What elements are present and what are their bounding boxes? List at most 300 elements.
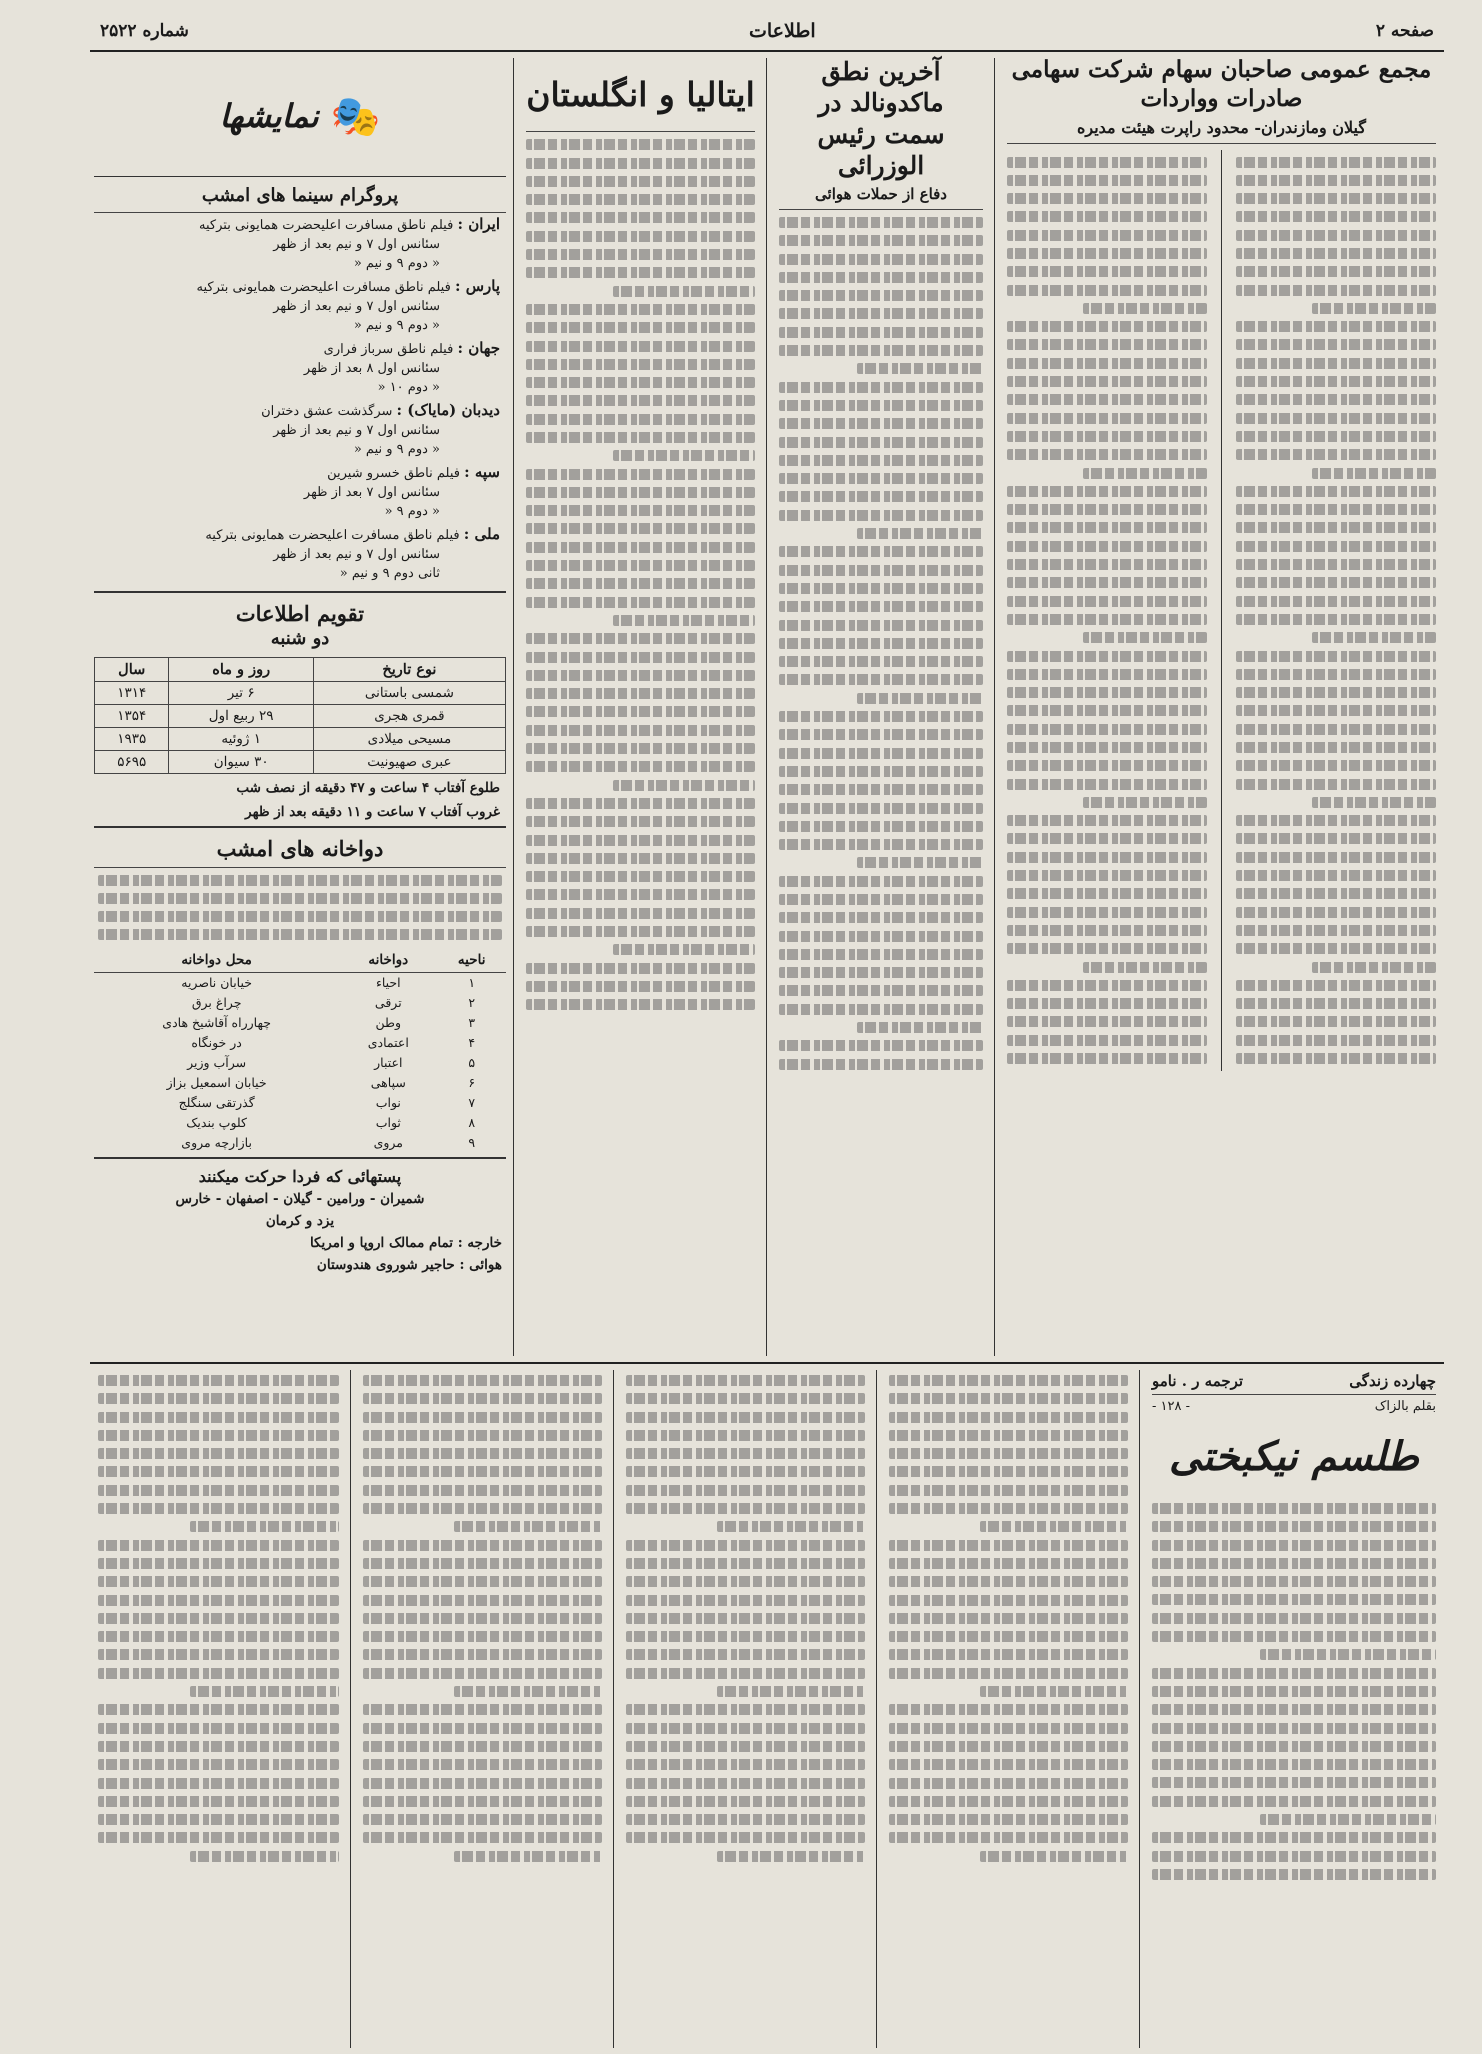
cinema-show-2: « دوم ۹ و نیم « (353, 318, 440, 333)
text-line (779, 985, 983, 996)
pharmacy-cell: ثواب (375, 1115, 401, 1131)
text-line (1236, 157, 1436, 168)
article-shareholders-subtitle: گیلان ومازندران- محدود راپرت هیئت مدیره (1007, 114, 1436, 144)
text-line (98, 1668, 339, 1679)
text-line (363, 1814, 602, 1825)
text-line (779, 601, 983, 612)
article-italy-england (518, 52, 763, 1362)
text-line (779, 565, 983, 576)
text-line (1260, 1814, 1436, 1825)
cinema-name: ملی : (463, 525, 500, 543)
text-line (1236, 705, 1436, 716)
text-line (363, 1393, 602, 1404)
post-domestic: شمیران - ورامین - گیلان - اصفهان - خارس (175, 1190, 425, 1207)
text-line (1007, 998, 1207, 1009)
text-line (190, 1686, 339, 1697)
text-line (626, 1448, 865, 1459)
text-line (98, 875, 502, 886)
serial-number: - ۱۲۸ - (1152, 1399, 1191, 1414)
pharmacy-row (94, 993, 506, 1013)
text-line (1236, 687, 1436, 698)
pharmacy-cell: وطن (375, 1015, 402, 1031)
text-line (1007, 925, 1207, 936)
text-line (626, 1704, 865, 1715)
text-line (1007, 431, 1207, 442)
pharmacy-cell: ۳ (468, 1015, 476, 1031)
pharmacy-row (94, 972, 506, 993)
text-line (1007, 541, 1207, 552)
cinema-film: فیلم ناطق سرباز فراری (323, 342, 454, 357)
pharmacy-cell: سپاهی (370, 1075, 406, 1091)
text-line (1312, 468, 1436, 479)
pharmacy-row (94, 1093, 506, 1113)
text-line (1236, 431, 1436, 442)
post-domestic-2: یزد و کرمان (265, 1212, 335, 1229)
text-line (889, 1485, 1128, 1496)
text-line (363, 1631, 602, 1642)
shows-logo (94, 56, 506, 177)
text-line (363, 1485, 602, 1496)
text-line (857, 363, 983, 374)
text-line (1007, 687, 1207, 698)
pharmacy-cell: ۸ (468, 1115, 476, 1131)
text-line (98, 1613, 339, 1624)
shows-logo-text: نمایشها (219, 97, 319, 135)
text-line (363, 1649, 602, 1660)
text-line (1236, 211, 1436, 222)
pharmacy-title: دواخانه های امشب (94, 828, 506, 868)
text-line (98, 1558, 339, 1569)
text-line (779, 290, 983, 301)
text-line (626, 1778, 865, 1789)
text-line (1152, 1540, 1436, 1551)
pharmacy-cell: در خونگاه (191, 1035, 242, 1051)
text-line (526, 597, 755, 608)
post-foreign: خارجه : تمام ممالک اروپا و امریکا (309, 1234, 502, 1251)
text-line (1236, 522, 1436, 533)
text-line (613, 286, 755, 297)
text-line (1007, 266, 1207, 277)
text-line (363, 1412, 602, 1423)
cinema-film: فیلم ناطق مسافرت اعلیحضرت همایونی بترکیه (199, 218, 454, 233)
cinema-show-1: سئانس اول ۷ و نیم بعد از ظهر (273, 237, 440, 252)
text-line (1236, 852, 1436, 863)
text-line (857, 528, 983, 539)
text-line (98, 1723, 339, 1734)
text-line (779, 1004, 983, 1015)
text-line (889, 1393, 1128, 1404)
text-line (779, 382, 983, 393)
pharmacy-cell: چهارراه آقاشیخ هادی (162, 1015, 271, 1031)
article-shareholders-title: مجمع عمومی صاحبان سهام شرکت سهامی صادرات وواردات (1011, 56, 1432, 112)
cinema-film: فیلم ناطق خسرو شیرین (327, 466, 460, 481)
text-line (526, 231, 755, 242)
text-line (857, 857, 983, 868)
calendar-cell: مسیحی میلادی (313, 727, 505, 750)
text-line (1236, 248, 1436, 259)
text-line (98, 929, 502, 940)
text-line (1236, 651, 1436, 662)
text-line (626, 1796, 865, 1807)
cinema-show-1: سئانس اول ۷ و نیم بعد از ظهر (273, 423, 440, 438)
text-line (98, 1375, 339, 1386)
text-line (1236, 907, 1436, 918)
masthead (90, 18, 1444, 52)
text-line (526, 578, 755, 589)
text-line (1007, 596, 1207, 607)
text-line (1236, 321, 1436, 332)
text-line (363, 1448, 602, 1459)
text-line (98, 1393, 339, 1404)
text-line (889, 1448, 1128, 1459)
text-line (779, 729, 983, 740)
pharmacy-header: دواخانه (339, 948, 437, 973)
text-line (1152, 1668, 1436, 1679)
text-line (626, 1741, 865, 1752)
text-line (98, 911, 502, 922)
text-line (526, 341, 755, 352)
cinema-name: پارس : (454, 277, 500, 295)
text-line (1007, 358, 1207, 369)
pharmacy-cell: ۴ (468, 1035, 476, 1051)
sunset-time: غروب آفتاب ۷ ساعت و ۱۱ دقیقه بعد از ظهر (94, 802, 506, 828)
text-line (980, 1521, 1128, 1532)
serial-label: چهارده زندگی (1349, 1372, 1436, 1390)
text-line (779, 620, 983, 631)
text-line (526, 761, 755, 772)
pharmacy-cell: کلوپ بندیک (186, 1115, 247, 1131)
text-line (779, 766, 983, 777)
text-line (779, 418, 983, 429)
text-line (1152, 1521, 1436, 1532)
pharmacy-cell: بازارچه مروی (181, 1135, 252, 1151)
text-line (1236, 724, 1436, 735)
film-reel-icon: 🎭 (330, 93, 381, 140)
text-line (1007, 907, 1207, 918)
text-line (1083, 468, 1207, 479)
text-line (1236, 486, 1436, 497)
text-line (779, 1040, 983, 1051)
cinema-film: فیلم ناطق مسافرت اعلیحضرت همایونی بترکیه (205, 528, 460, 543)
text-line (190, 1851, 339, 1862)
pharmacy-row (94, 1113, 506, 1133)
text-line (98, 1503, 339, 1514)
text-line (779, 327, 983, 338)
text-line (363, 1796, 602, 1807)
calendar-cell: شمسی باستانی (313, 681, 505, 704)
text-line (526, 359, 755, 370)
paper-name: اطلاعات (748, 20, 816, 42)
cinema-list (94, 213, 506, 585)
text-line (779, 711, 983, 722)
cinema-entry (94, 399, 506, 461)
text-line (526, 871, 755, 882)
text-line (1007, 943, 1207, 954)
text-line (363, 1503, 602, 1514)
text-line (526, 652, 755, 663)
text-line (1236, 1016, 1436, 1027)
cinema-show-1: سئانس اول ۷ بعد از ظهر (303, 485, 440, 500)
text-line (1007, 760, 1207, 771)
serial-author: بقلم بالزاک (1374, 1399, 1436, 1414)
pharmacy-cell: ترقی (374, 995, 402, 1011)
pharmacy-cell: ۹ (468, 1135, 476, 1151)
text-line (363, 1595, 602, 1606)
text-line (889, 1595, 1128, 1606)
text-line (889, 1613, 1128, 1624)
calendar-day: دو شنبه (270, 628, 330, 649)
text-line (889, 1723, 1128, 1734)
calendar-cell: ۱۳۱۴ (95, 681, 169, 704)
text-line (1152, 1558, 1436, 1569)
text-line (526, 816, 755, 827)
text-line (526, 158, 755, 169)
calendar-table (94, 657, 506, 774)
text-line (857, 1022, 983, 1033)
pharmacy-cell: گذرتقی سنگلج (178, 1095, 255, 1111)
calendar-row (95, 704, 506, 727)
text-line (889, 1558, 1128, 1569)
text-line (1007, 559, 1207, 570)
text-line (717, 1686, 865, 1697)
text-line (779, 638, 983, 649)
calendar-header: روز و ماه (169, 657, 313, 681)
text-line (626, 1595, 865, 1606)
text-line (98, 1576, 339, 1587)
text-line (1007, 449, 1207, 460)
text-line (1007, 833, 1207, 844)
text-line (1007, 394, 1207, 405)
text-line (1007, 522, 1207, 533)
article-shareholders-body-right (1236, 150, 1436, 1072)
text-line (98, 1778, 339, 1789)
text-line (526, 377, 755, 388)
text-line (363, 1613, 602, 1624)
text-line (1236, 870, 1436, 881)
pharmacy-cell: ۲ (468, 995, 476, 1011)
text-line (98, 1796, 339, 1807)
text-line (526, 487, 755, 498)
text-line (889, 1704, 1128, 1715)
text-line (779, 546, 983, 557)
text-line (1236, 760, 1436, 771)
cinema-name: سپه : (464, 463, 500, 481)
pharmacy-cell: ۶ (468, 1075, 476, 1091)
text-line (779, 308, 983, 319)
text-line (454, 1851, 602, 1862)
text-line (779, 510, 983, 521)
sunrise-time: طلوع آفتاب ۴ ساعت و ۴۷ دقیقه از نصف شب (236, 779, 500, 796)
text-line (1083, 303, 1207, 314)
text-line (779, 345, 983, 356)
pharmacy-table (94, 948, 506, 1153)
text-line (1236, 815, 1436, 826)
text-line (526, 835, 755, 846)
text-line (1007, 504, 1207, 515)
text-line (1236, 779, 1436, 790)
text-line (363, 1832, 602, 1843)
text-line (779, 455, 983, 466)
calendar-title: تقویم اطلاعات (235, 601, 365, 626)
text-line (1007, 230, 1207, 241)
calendar-header: نوع تاریخ (313, 657, 505, 681)
text-line (717, 1851, 865, 1862)
pharmacy-row (94, 1033, 506, 1053)
cinema-name: دیدبان (مایاک) : (396, 401, 500, 419)
text-line (779, 583, 983, 594)
text-line (889, 1631, 1128, 1642)
article-macdonald (771, 52, 991, 1362)
text-line (1312, 632, 1436, 643)
cinema-show-2: « دوم ۹ و نیم « (353, 256, 440, 271)
text-line (1007, 779, 1207, 790)
pharmacy-row (94, 1013, 506, 1033)
text-line (613, 780, 755, 791)
text-line (889, 1796, 1128, 1807)
text-line (1260, 1649, 1436, 1660)
text-line (526, 853, 755, 864)
article-shareholders-body-left (1007, 150, 1207, 1072)
text-line (1152, 1741, 1436, 1752)
text-line (526, 523, 755, 534)
pharmacy-cell: اعتبار (374, 1055, 403, 1071)
text-line (779, 254, 983, 265)
text-line (526, 908, 755, 919)
text-line (613, 450, 755, 461)
text-line (526, 633, 755, 644)
text-line (1236, 577, 1436, 588)
cinema-show-2: « دوم ۹ « (384, 504, 440, 519)
text-line (1312, 797, 1436, 808)
text-line (889, 1375, 1128, 1386)
text-line (779, 217, 983, 228)
text-line (98, 1466, 339, 1477)
pharmacy-cell: ۷ (468, 1095, 476, 1111)
text-line (526, 176, 755, 187)
calendar-row (95, 681, 506, 704)
text-line (1236, 1035, 1436, 1046)
text-line (526, 542, 755, 553)
text-line (779, 839, 983, 850)
text-line (889, 1412, 1128, 1423)
cinema-name: جهان : (457, 339, 500, 357)
text-line (1152, 1723, 1436, 1734)
text-line (1236, 925, 1436, 936)
text-line (889, 1540, 1128, 1551)
text-line (526, 139, 755, 150)
serial-body-3 (626, 1375, 865, 1862)
text-line (779, 967, 983, 978)
text-line (1236, 339, 1436, 350)
text-line (1007, 651, 1207, 662)
text-line (1152, 1704, 1436, 1715)
text-line (626, 1393, 865, 1404)
serial-story (1144, 1364, 1444, 2054)
calendar-row (95, 727, 506, 750)
serial-body-5 (98, 1375, 339, 1862)
pharmacy-row (94, 1133, 506, 1153)
text-line (1152, 1576, 1436, 1587)
post-air: هوائی : حاجیر شوروی هندوستان (316, 1256, 502, 1273)
serial-body-2 (889, 1375, 1128, 1862)
text-line (779, 784, 983, 795)
text-line (1236, 413, 1436, 424)
text-line (363, 1540, 602, 1551)
serial-col-5 (90, 1364, 347, 2054)
serial-body-4 (363, 1375, 602, 1862)
text-line (889, 1832, 1128, 1843)
cinema-show-2: ثانی دوم ۹ و نیم « (339, 566, 440, 581)
text-line (1007, 669, 1207, 680)
text-line (779, 400, 983, 411)
cinema-show-1: سئانس اول ۸ بعد از ظهر (303, 361, 440, 376)
text-line (980, 1686, 1128, 1697)
text-line (1236, 541, 1436, 552)
text-line (889, 1576, 1128, 1587)
text-line (626, 1466, 865, 1477)
text-line (1007, 1035, 1207, 1046)
text-line (779, 949, 983, 960)
text-line (526, 560, 755, 571)
text-line (1236, 285, 1436, 296)
text-line (1236, 980, 1436, 991)
text-line (1312, 303, 1436, 314)
pharmacy-cell: خیابان اسمعیل بزاز (166, 1075, 267, 1091)
serial-col-3 (618, 1364, 873, 2054)
text-line (779, 491, 983, 502)
text-line (779, 656, 983, 667)
pharmacy-cell: ۵ (468, 1055, 476, 1071)
cinema-show-1: سئانس اول ۷ و نیم بعد از ظهر (273, 299, 440, 314)
text-line (1236, 504, 1436, 515)
text-line (779, 912, 983, 923)
calendar-header: سال (95, 657, 169, 681)
text-line (1236, 1053, 1436, 1064)
text-line (1152, 1594, 1436, 1605)
calendar-cell: ۶ تیر (169, 681, 313, 704)
text-line (1236, 266, 1436, 277)
text-line (779, 1059, 983, 1070)
article-macdonald-title-1: آخرین نطق ماکدونالد در (818, 57, 944, 118)
text-line (526, 926, 755, 937)
cinema-entry (94, 337, 506, 399)
text-line (526, 267, 755, 278)
text-line (1007, 980, 1207, 991)
pharmacy-cell: خیابان ناصریه (181, 975, 252, 991)
text-line (779, 235, 983, 246)
text-line (1236, 376, 1436, 387)
text-line (779, 674, 983, 685)
text-line (626, 1649, 865, 1660)
calendar-cell: ۲۹ ربیع اول (169, 704, 313, 727)
text-line (98, 1704, 339, 1715)
text-line (717, 1521, 865, 1532)
text-line (626, 1723, 865, 1734)
calendar-cell: ۱ ژوئیه (169, 727, 313, 750)
text-line (363, 1576, 602, 1587)
text-line (526, 981, 755, 992)
text-line (626, 1540, 865, 1551)
text-line (363, 1778, 602, 1789)
text-line (1007, 705, 1207, 716)
text-line (1007, 815, 1207, 826)
cinema-entry (94, 275, 506, 337)
text-line (1007, 614, 1207, 625)
pharmacy-cell: چراغ برق (191, 995, 242, 1011)
text-line (1236, 193, 1436, 204)
text-line (454, 1686, 602, 1697)
pharmacy-header: محل دواخانه (94, 948, 339, 973)
